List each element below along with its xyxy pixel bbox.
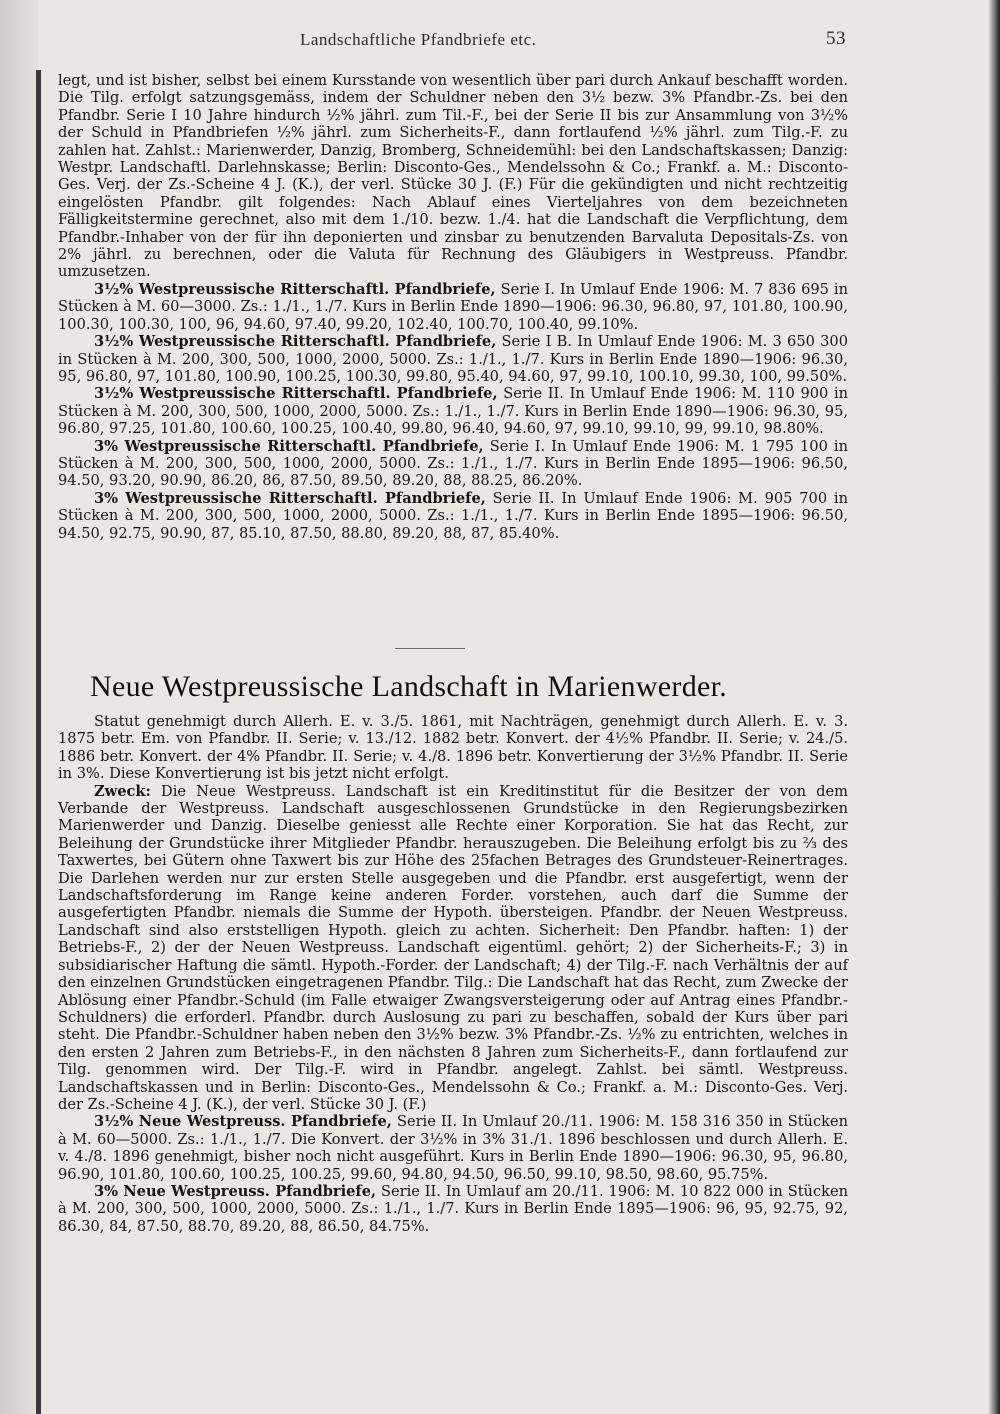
- bond-details: Serie II. In Umlauf am 20./11. 1906: M. 10 822 000 in Stücken à M. 200, 300, 500, 1000, 2000, 5000. Zs.: 1./1., 1./7. Kurs in Berlin Ende 1895—1906: 96, 95, 92.75, 92, 86.30, 84, 87.50, 88.70, 89.20, 88, 86.50, 84.75%.: [58, 1182, 849, 1235]
- page-edge-shadow: [988, 0, 1000, 1414]
- section-neue-westpreussische-landschaft: [58, 713, 848, 1235]
- bond-entry: [58, 281, 848, 333]
- bond-entry: [58, 490, 848, 542]
- bond-details: Serie II. In Umlauf 20./11. 1906: M. 158 316 350 in Stücken à M. 60—5000. Zs.: 1./1., 1./7. Die Konvert. der 3½% in 3% 31./1. 1896 beschlossen und durch Allerh. E. v. 4./8. 1896 genehmigt, bisher noch nicht ausgeführt. Kurs in Berlin Ende 1890—1906: 96.30, 95, 96.80, 96.90, 101.80, 100.60, 100.25, 100.25, 99.60, 94.80, 94.50, 96.50, 99.10, 98.50, 98.60, 95.75%.: [58, 1113, 849, 1183]
- bond-heading: 3% Neue Westpreuss. Pfandbriefe,: [94, 1182, 377, 1200]
- section-title: Neue Westpreussische Landschaft in Marienwerder.: [90, 670, 728, 703]
- bond-entry: [58, 1183, 848, 1235]
- bond-entry: [58, 438, 848, 490]
- zweck-label: Zweck:: [94, 782, 151, 800]
- bond-heading: 3% Westpreussische Ritterschaftl. Pfandbriefe,: [94, 489, 486, 507]
- statut-paragraph: Statut genehmigt durch Allerh. E. v. 3./5. 1861, mit Nachträgen, genehmigt durch Allerh. E. v. 3. 1875 betr. Em. von Pfandbr. II. Serie; v. 13./12. 1882 betr. Konvert. der 4½% Pfandbr. II. Serie; v. 24./5. 1886 betr. Konvert. der 4% Pfandbr. II. Serie; v. 4./8. 1896 betr. Konvertierung der 3½% Pfandbr. II. Serie in 3%. Diese Konvertierung ist bis jetzt nicht erfolgt.: [58, 713, 848, 783]
- bond-entry: [58, 1113, 848, 1183]
- section-westpreussische-ritterschaft: [58, 72, 848, 542]
- bond-heading: 3½% Neue Westpreuss. Pfandbriefe,: [94, 1113, 392, 1131]
- page-number: 53: [826, 28, 846, 49]
- bond-details: Serie I. In Umlauf Ende 1906: M. 1 795 100 in Stücken à M. 200, 300, 500, 1000, 2000, 5000. Zs.: 1./1., 1./7. Kurs in Berlin Ende 1895—1906: 96.50, 94.50, 93.20, 90.90, 86.20, 86, 87.50, 89.50, 89.20, 88, 88.25, 86.20%.: [58, 437, 848, 490]
- page-gutter: [0, 0, 38, 1414]
- bond-heading: 3% Westpreussische Ritterschaftl. Pfandbriefe,: [94, 437, 484, 455]
- bond-details: Serie I. In Umlauf Ende 1906: M. 7 836 695 in Stücken à M. 60—3000. Zs.: 1./1., 1./7. Kurs in Berlin Ende 1890—1906: 96.30, 96.80, 97, 101.80, 100.90, 100.30, 100.30, 100, 96, 94.60, 97.40, 99.20, 102.40, 100.70, 100.40, 99.10%.: [58, 280, 848, 333]
- bond-details: Serie I B. In Umlauf Ende 1906: M. 3 650 300 in Stücken à M. 200, 300, 500, 1000, 2000, 5000. Zs.: 1./1., 1./7. Kurs in Berlin Ende 1890—1906: 96.30, 95, 96.80, 97, 101.80, 100.90, 100.25, 100.30, 99.80, 95.40, 94.60, 97, 99.10, 100.10, 99.30, 100, 99.50%.: [58, 333, 848, 385]
- bond-details: Serie II. In Umlauf Ende 1906: M. 110 900 in Stücken à M. 200, 300, 500, 1000, 2000, 5000. Zs.: 1./1., 1./7. Kurs in Berlin Ende 1890—1906: 96.30, 95, 96.80, 97.25, 101.80, 100.60, 100.25, 100.40, 99.80, 96.40, 94.60, 97, 99.10, 99.10, 99, 99.10, 98.80%.: [58, 385, 849, 438]
- zweck-paragraph: [58, 783, 848, 1114]
- intro-paragraph: legt, und ist bisher, selbst bei einem Kursstande von wesentlich über pari durch Ankauf beschafft worden. Die Tilg. erfolgt satzungsgemäss, indem der Schuldner neben den 3½ bezw. 3% Pfandbr.-Zs. bei den Pfandbr. Serie I 10 Jahre hindurch ½% jährl. zum Til.-F., bei der Serie II bis zur Ansammlung von 3½% der Schuld in Pfandbriefen ½% jährl. zum Sicherheits-F., dann fortlaufend ½% jährl. zum Tilg.-F. zu zahlen hat. Zahlst.: Marienwerder, Danzig, Bromberg, Schneidemühl: bei den Landschaftskassen; Danzig: Westpr. Landschaftl. Darlehnskasse; Berlin: Disconto-Ges., Mendelssohn & Co.; Frankf. a. M.: Disconto-Ges. Verj. der Zs.-Scheine 4 J. (K.), der verl. Stücke 30 J. (F.) Für die gekündigten und nicht rechtzeitig eingelösten Pfandbr. gilt folgendes: Nach Ablauf eines Vierteljahres von dem bezeichneten Fälligkeitstermine gerechnet, also mit dem 1./10. bezw. 1./4. hat die Landschaft die Verpflichtung, dem Pfandbr.-Inhaber von der für ihn deponierten und zinsbar zu benutzenden Barvaluta Depositals-Zs. von 2% jährl. zu berechnen, oder die Valuta für Rechnung des Gläubigers in Westpreuss. Pfandbr. umzusetzen.: [58, 72, 848, 281]
- running-title: Landschaftliche Pfandbriefe etc.: [300, 30, 537, 49]
- bond-details: Serie II. In Umlauf Ende 1906: M. 905 700 in Stücken à M. 200, 300, 500, 1000, 2000, 5000. Zs.: 1./1., 1./7. Kurs in Berlin Ende 1895—1906: 96.50, 94.50, 92.75, 90.90, 87, 85.10, 87.50, 88.80, 89.20, 88, 87, 85.40%.: [58, 489, 848, 542]
- bond-heading: 3½% Westpreussische Ritterschaftl. Pfandbriefe,: [94, 333, 497, 351]
- zweck-text: Die Neue Westpreuss. Landschaft ist ein Kreditinstitut für die Besitzer der von dem Verbande der Westpreuss. Landschaft ausgeschlossenen Grundstücke in den Regierungsbezirken Marienwerder und Danzig. Dieselbe geniesst alle Rechte einer Korporation. Sie hat das Recht, zur Beleihung der Grundstücke ihrer Mitglieder Pfandbr. herauszugeben. Die Beleihung erfolgt bis zu ⅔ des Taxwertes, bei Gütern ohne Taxwert bis zur Höhe des 25fachen Betrages des Grundsteuer-Reinertrages. Die Darlehen werden nur zur ersten Stelle ausgegeben und die Pfandbr. erst ausgefertigt, wenn der Landschaftsforderung im Range keine anderen Forder. vorstehen, auch darf die Summe der ausgefertigten Pfandbr. niemals die Summe der Hypoth. übersteigen. Pfandbr. der Neuen Westpreuss. Landschaft sind also erststelligen Hypoth. gleich zu achten. Sicherheit: Den Pfandbr. haften: 1) der Betriebs-F., 2) der der Neuen Westpreuss. Landschaft eigentüml. gehört; 2) der Sicherheits-F.; 3) in subsidiarischer Haftung die sämtl. Hypoth.-Forder. der Landschaft; 4) der Tilg.-F. nach Verhältnis der auf den einzelnen Grundstücken eingetragenen Pfandbr. Tilg.: Die Landschaft hat das Recht, zum Zwecke der Ablösung einer Pfandbr.-Schuld (im Falle etwaiger Zwangsversteigerung oder auf Antrag eines Pfandbr.-Schuldners) die erforderl. Pfandbr. durch Auslosung zu pari zu beschaffen, sobald der Kurs über pari steht. Die Pfandbr.-Schuldner haben neben den 3½% bezw. 3% Pfandbr.-Zs. ½% zu entrichten, welches in den ersten 2 Jahren zum Betriebs-F., in den nächsten 8 Jahren zum Sicherheits-F., dann fortlaufend zur Tilg. genommen wird. Der Tilg.-F. wird in Pfandbr. angelegt. Zahlst. bei sämtl. Westpreuss. Landschaftskassen und in Berlin: Disconto-Ges., Mendelssohn & Co.; Frankf. a. M.: Disconto-Ges. Verj. der Zs.-Scheine 4 J. (K.), der verl. Stücke 30 J. (F.): [58, 782, 848, 1113]
- bond-heading: 3½% Westpreussische Ritterschaftl. Pfandbriefe,: [94, 280, 496, 298]
- running-header: [300, 30, 860, 54]
- bond-entry: [58, 385, 848, 437]
- binding-shadow: [36, 70, 41, 1414]
- bond-entry: [58, 333, 848, 385]
- section-divider: [395, 648, 465, 649]
- bond-heading: 3½% Westpreussische Ritterschaftl. Pfandbriefe,: [94, 385, 498, 403]
